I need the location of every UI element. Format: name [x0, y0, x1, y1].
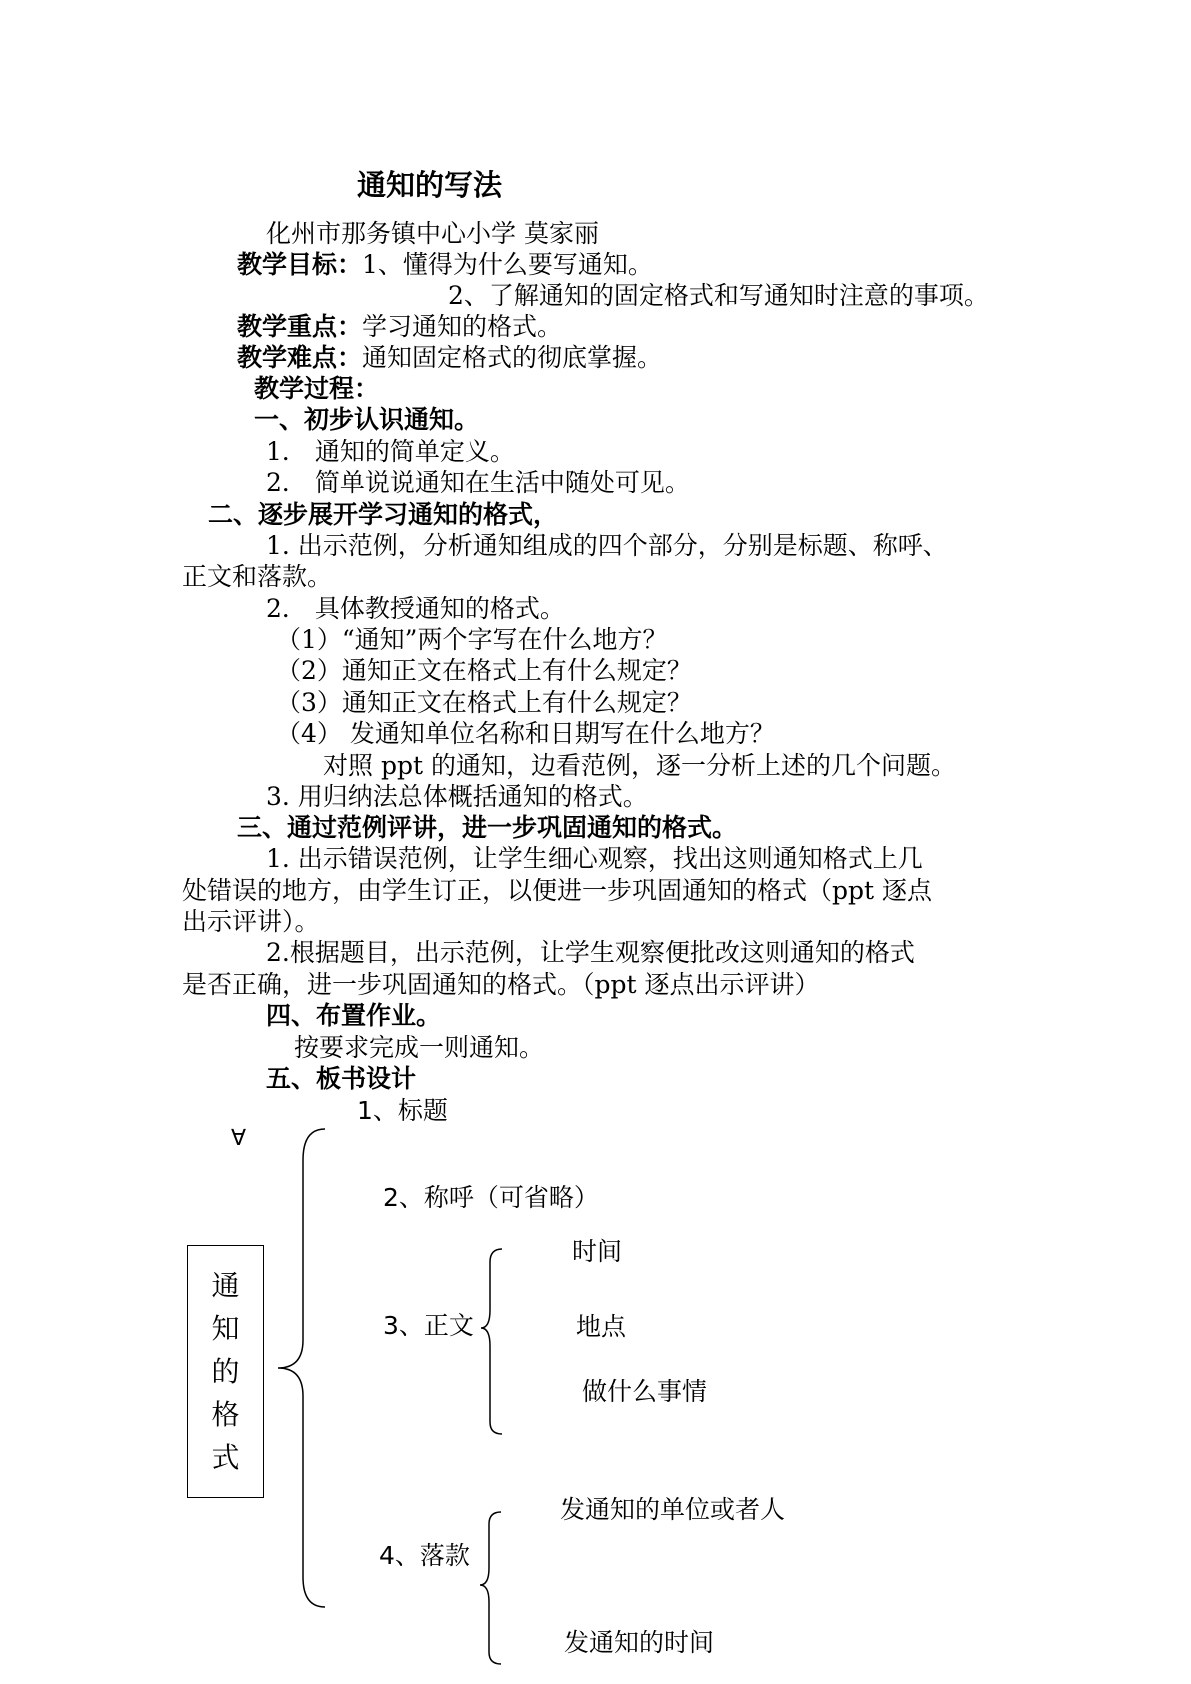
question-2: （2）通知正文在格式上有什么规定？	[276, 656, 692, 685]
section1-heading: 一、初步认识通知。	[254, 405, 480, 434]
main-brace	[278, 1129, 325, 1607]
forall-symbol: ∀	[231, 1126, 247, 1151]
body-brace	[481, 1249, 502, 1434]
body-sub-time: 时间	[572, 1237, 623, 1266]
box-char-1: 通	[211, 1269, 240, 1302]
difficulty-label: 教学难点：	[237, 343, 363, 372]
section2-p1-line2: 正文和落款。	[182, 562, 333, 591]
section2-p3: 3. 用归纳法总体概括通知的格式。	[266, 782, 648, 811]
format-box	[187, 1245, 264, 1498]
goals-item-2: 2、了解通知的固定格式和写通知时注意的事项。	[448, 281, 989, 310]
process-label: 教学过程：	[254, 374, 380, 403]
body-sub-place: 地点	[576, 1312, 627, 1341]
difficulty-text: 通知固定格式的彻底掌握。	[362, 343, 663, 372]
box-char-5: 式	[211, 1441, 240, 1474]
board-item-salutation: 2、称呼（可省略）	[383, 1183, 599, 1212]
section4-text: 按要求完成一则通知。	[294, 1033, 545, 1062]
box-char-4: 格	[211, 1398, 240, 1431]
box-char-3: 的	[211, 1355, 240, 1388]
goals-label: 教学目标：	[237, 250, 363, 279]
board-item-signature: 4、落款	[379, 1541, 470, 1570]
key-point-label: 教学重点：	[237, 312, 363, 341]
question-3: （3）通知正文在格式上有什么规定？	[276, 688, 692, 717]
signature-brace	[480, 1512, 501, 1664]
box-char-2: 知	[211, 1312, 240, 1345]
question-1: （1）“通知”两个字写在什么地方？	[276, 625, 668, 654]
section1-item-1: 1． 通知的简单定义。	[266, 437, 515, 466]
signature-sub-sender: 发通知的单位或者人	[560, 1495, 786, 1524]
author-line: 化州市那务镇中心小学 莫家丽	[266, 219, 599, 248]
section1-item-2: 2． 简单说说通知在生活中随处可见。	[266, 468, 690, 497]
section3-p1-line2: 处错误的地方，由学生订正，以便进一步巩固通知的格式（ppt 逐点	[182, 876, 933, 905]
section3-p1-line1: 1. 出示错误范例，让学生细心观察，找出这则通知格式上几	[266, 844, 923, 873]
board-item-body: 3、正文	[383, 1311, 474, 1340]
goals-item-1: 1、懂得为什么要写通知。	[362, 250, 653, 279]
question-4: （4） 发通知单位名称和日期写在什么地方？	[276, 719, 775, 748]
section3-p2-line2: 是否正确，进一步巩固通知的格式。（ppt 逐点出示评讲）	[182, 970, 820, 999]
ppt-line: 对照 ppt 的通知，边看范例，逐一分析上述的几个问题。	[323, 751, 956, 780]
board-item-title: 1、标题	[357, 1096, 448, 1125]
key-point-text: 学习通知的格式。	[362, 312, 563, 341]
section3-p2-line1: 2.根据题目，出示范例，让学生观察便批改这则通知的格式	[266, 938, 915, 967]
signature-sub-date: 发通知的时间	[564, 1628, 715, 1657]
page-title: 通知的写法	[357, 168, 503, 202]
section2-p2: 2． 具体教授通知的格式。	[266, 594, 565, 623]
section3-heading: 三、通过范例评讲，进一步巩固通知的格式。	[237, 813, 738, 842]
section5-heading: 五、板书设计	[266, 1064, 417, 1093]
section2-p1-line1: 1. 出示范例，分析通知组成的四个部分，分别是标题、称呼、	[266, 531, 948, 560]
section4-heading: 四、布置作业。	[266, 1001, 442, 1030]
body-sub-what: 做什么事情	[582, 1377, 708, 1406]
section2-heading: 二、逐步展开学习通知的格式，	[208, 500, 559, 529]
section3-p1-line3: 出示评讲）。	[182, 907, 320, 936]
